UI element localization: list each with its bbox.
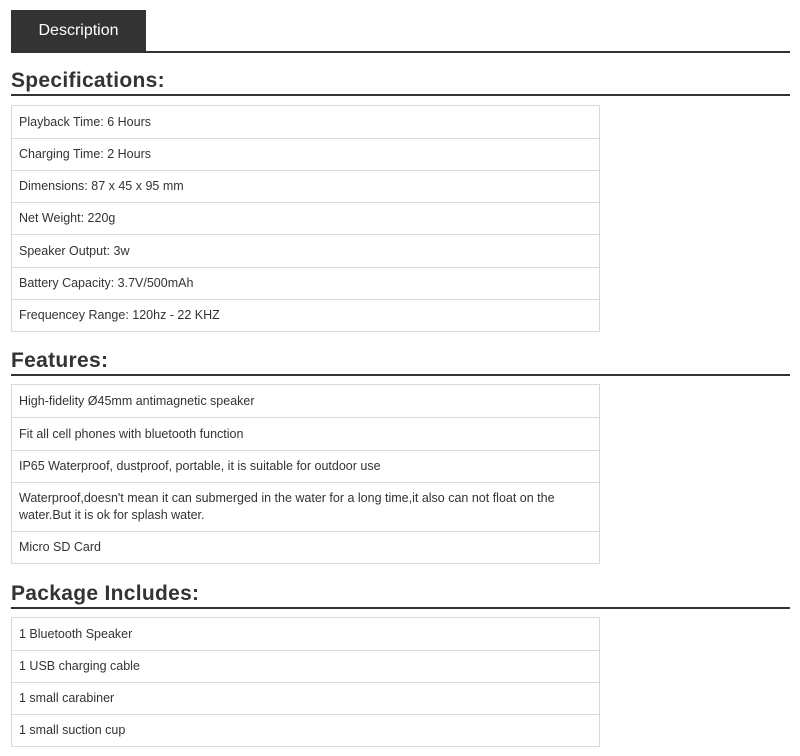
tab-bar bbox=[11, 10, 790, 53]
tab-description[interactable]: Description bbox=[11, 10, 146, 51]
package-heading: Package Includes: bbox=[11, 582, 790, 609]
specifications-table bbox=[11, 105, 600, 332]
package-row-carabiner: 1 small carabiner bbox=[12, 682, 599, 714]
feature-row-micro-sd: Micro SD Card bbox=[12, 531, 599, 563]
spec-row-charging-time: Charging Time: 2 Hours bbox=[12, 138, 599, 170]
feature-row-waterproof-note: Waterproof,doesn't mean it can submerged in the water for a long time,it also can not float on the water.But it is ok for splash water. bbox=[12, 482, 599, 531]
spec-row-playback-time: Playback Time: 6 Hours bbox=[19, 114, 151, 129]
package-table bbox=[11, 617, 600, 747]
feature-row-ip65: IP65 Waterproof, dustproof, portable, it is suitable for outdoor use bbox=[12, 450, 599, 482]
package-row-speaker: 1 Bluetooth Speaker bbox=[19, 626, 133, 641]
features-heading: Features: bbox=[11, 349, 790, 376]
features-table bbox=[11, 384, 600, 564]
spec-row-net-weight: Net Weight: 220g bbox=[12, 202, 599, 234]
spec-row-dimensions: Dimensions: 87 x 45 x 95 mm bbox=[12, 170, 599, 202]
specifications-heading: Specifications: bbox=[11, 69, 790, 96]
feature-row-speaker: High-fidelity Ø45mm antimagnetic speaker bbox=[19, 393, 255, 408]
spec-row-frequency-range: Frequencey Range: 120hz - 22 KHZ bbox=[12, 299, 599, 331]
spec-row-battery-capacity: Battery Capacity: 3.7V/500mAh bbox=[12, 267, 599, 299]
package-row-usb-cable: 1 USB charging cable bbox=[12, 650, 599, 682]
spec-row-speaker-output: Speaker Output: 3w bbox=[12, 234, 599, 267]
feature-row-compatibility: Fit all cell phones with bluetooth function bbox=[12, 417, 599, 450]
package-row-suction-cup: 1 small suction cup bbox=[12, 714, 599, 746]
